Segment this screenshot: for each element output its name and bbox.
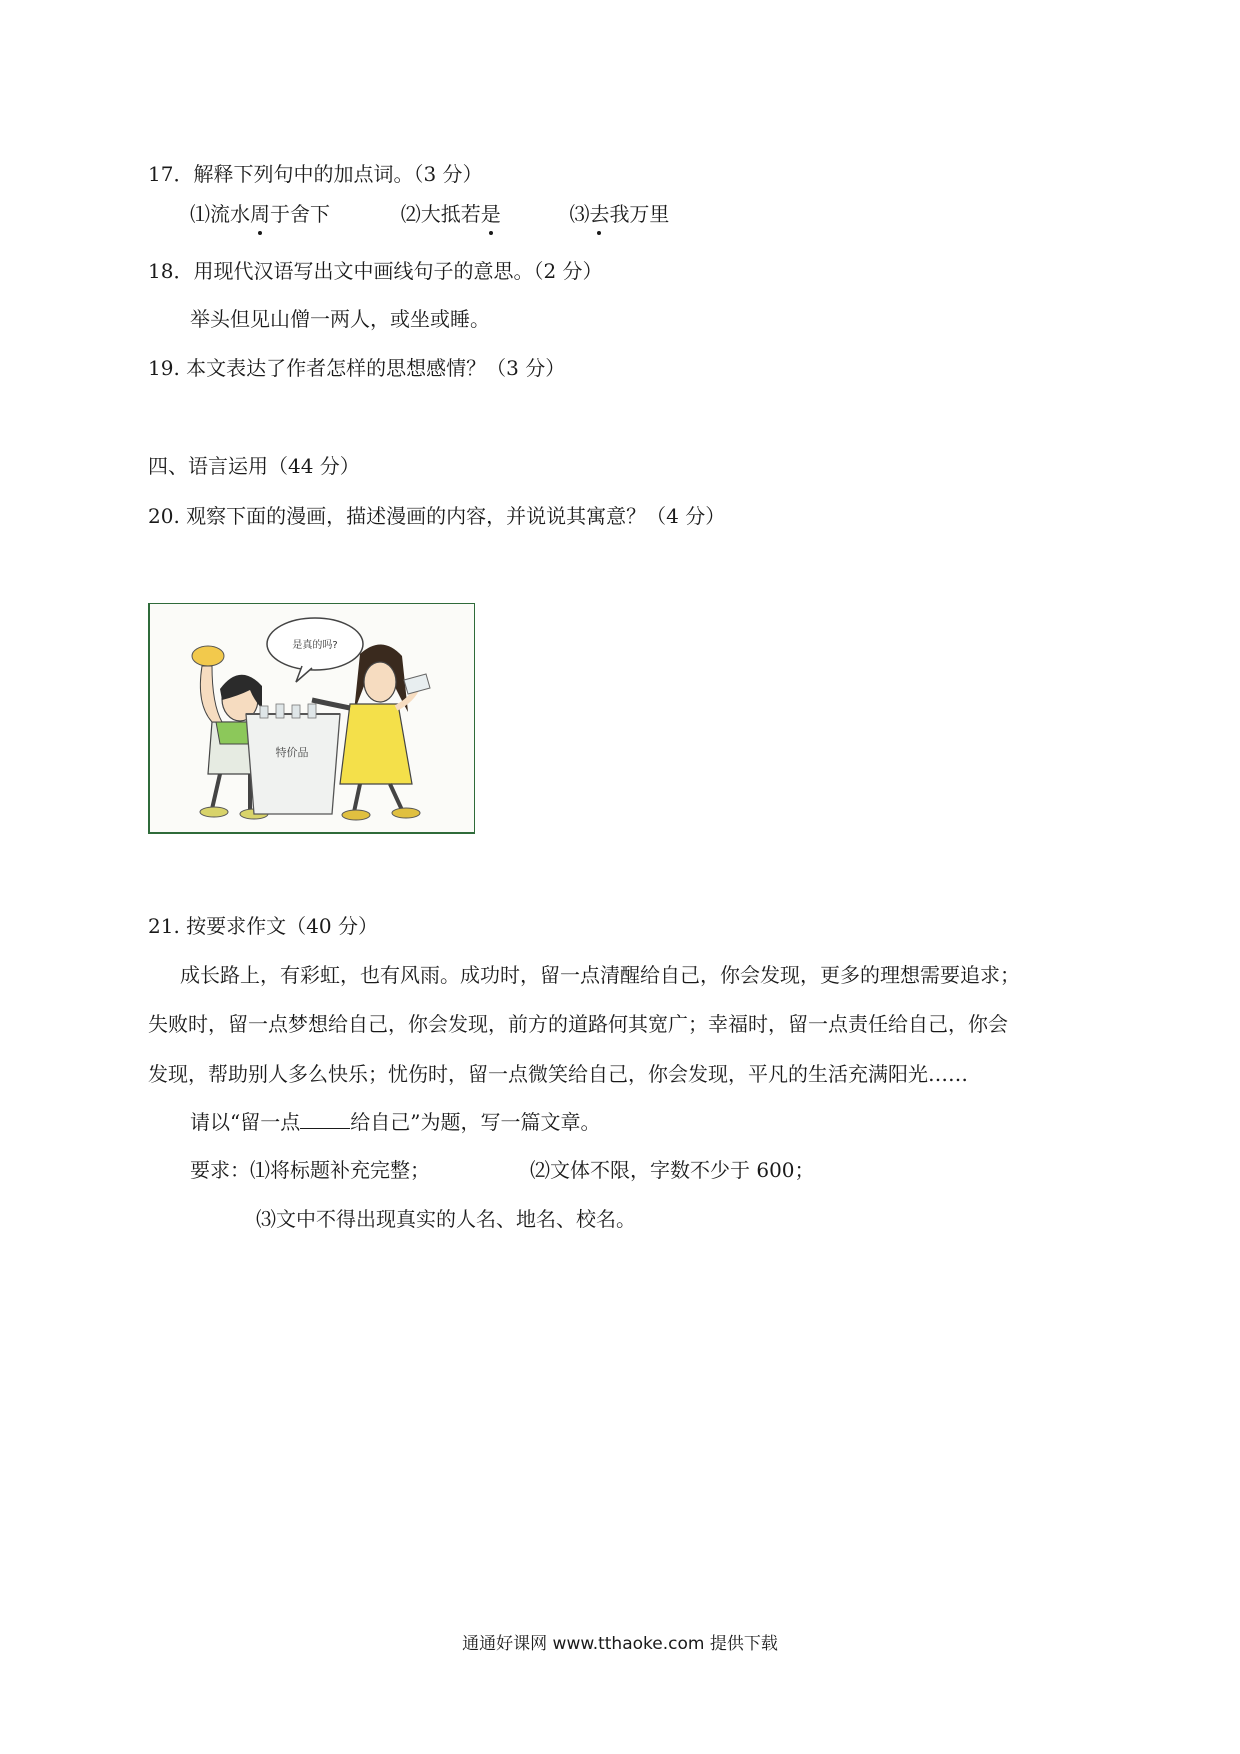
item-text: 流水	[210, 202, 250, 226]
q21-para-line-2: 失败时，留一点梦想给自己，你会发现，前方的道路何其宽广；幸福时，留一点责任给自己，你会	[148, 1012, 1008, 1036]
q21-para-line-1: 成长路上，有彩虹，也有风雨。成功时，留一点清醒给自己，你会发现，更多的理想需要追求；	[180, 963, 1020, 987]
dotted-word: 去	[589, 202, 610, 226]
prompt-text: 请以“留一点	[190, 1110, 301, 1134]
q21-prompt	[190, 1108, 600, 1136]
q21-requirement-2: ⑵文体不限，字数不少于 600；	[530, 1158, 815, 1182]
requirement-1: ⑴将标题补充完整；	[250, 1158, 430, 1182]
item-text: 我万里	[609, 202, 670, 226]
dotted-word: 是	[480, 202, 501, 226]
bubble-text: 是真的吗?	[292, 640, 338, 651]
item-number: ⑶	[569, 202, 590, 226]
section-4-title: 四、语言运用（44 分）	[148, 454, 360, 478]
dotted-word: 周	[250, 202, 270, 226]
q21-title: 21. 按要求作文（40 分）	[148, 914, 378, 938]
q21-para-line-3: 发现，帮助别人多么快乐；忧伤时，留一点微笑给自己，你会发现，平凡的生活充满阳光……	[148, 1062, 968, 1086]
q21-requirement-3: ⑶文中不得出现真实的人名、地名、校名。	[256, 1207, 636, 1231]
item-text: 于舍下	[270, 202, 330, 226]
item-number: ⑴	[190, 202, 210, 226]
q18-title: 18．用现代汉语写出文中画线句子的意思。（2 分）	[148, 259, 603, 283]
q17-items	[190, 200, 669, 228]
prompt-text: 给自己”为题，写一篇文章。	[350, 1110, 601, 1134]
q17-item-1	[190, 202, 336, 226]
cartoon-image	[148, 603, 475, 834]
page-footer: 通通好课网 www.tthaoke.com 提供下载	[462, 1634, 778, 1654]
item-text: 大抵若	[420, 202, 481, 226]
q17-item-3	[569, 202, 669, 226]
box-label: 特价品	[275, 746, 309, 759]
title-blank	[300, 1110, 350, 1129]
q19-title: 19. 本文表达了作者怎样的思想感情？（3 分）	[148, 356, 566, 380]
q17-title: 17．解释下列句中的加点词。（3 分）	[148, 162, 483, 186]
q20-title: 20. 观察下面的漫画，描述漫画的内容，并说说其寓意？（4 分）	[148, 504, 726, 528]
q18-sentence: 举头但见山僧一两人，或坐或睡。	[190, 307, 490, 331]
q17-item-2	[401, 202, 507, 226]
q21-requirements	[190, 1156, 430, 1184]
item-number: ⑵	[400, 202, 421, 226]
requirement-label: 要求：	[190, 1158, 250, 1182]
